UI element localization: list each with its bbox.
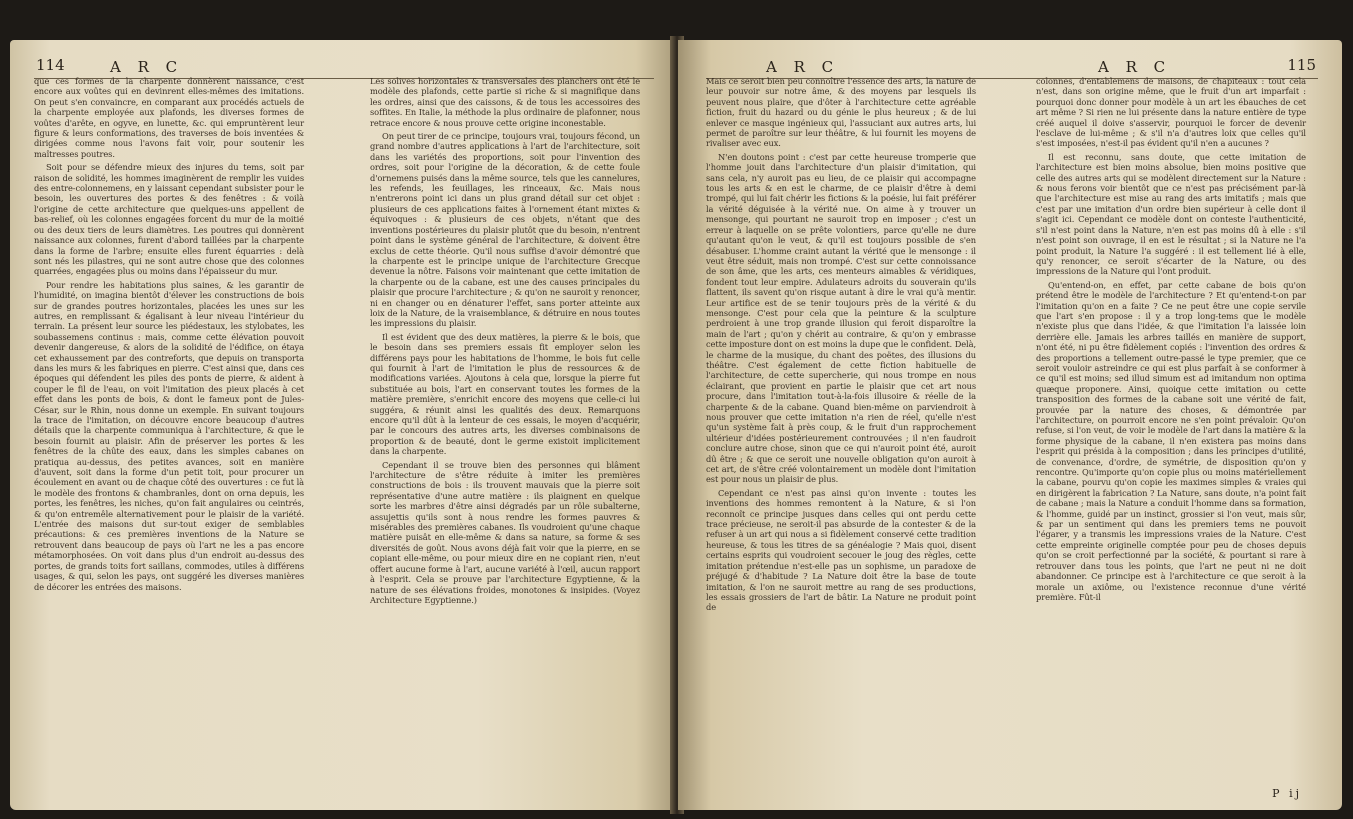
paragraph: que ces formes de la charpente donnèrent naissance, c'est encore aux voûtes qui en devinrent elles-mêmes des imitations. On peut s'en convaincre, en comparant aux procédés actuels de la charpente employée aux plafonds, les diverses formes de voûtes d'arête, en ogyve, en lunette, &c. qui empruntèrent leur figure & leurs conformations, des traverses de bois inventées & dirigées comme nous l'avons fait voir, pour soutenir les maîtresses poutres. [34, 76, 304, 159]
paragraph: colonnes, d'entablemens de maisons, de chapiteaux : tout cela n'est, dans son origine même, que le fruit d'un art imparfait : pourquoi donc donner pour modèle à un art les ébauches de cet art même ? Si rien ne lui présente dans la nature entière de type créé auquel il doive s'asservir, pourquoi le forcer de devenir l'esclave de lui-même ; & s'il n'a d'autres loix que celles qu'il s'est imposées, n'est-il pas évident qu'il n'en a aucunes ? [1036, 76, 1306, 149]
paragraph: Cependant il se trouve bien des personnes qui blâment l'architecture de s'être réduite à imiter les premières constructions de bois : ils trouvent mauvais que la pierre soit représentative d'une autre matière : ils plaignent en quelque sorte les marbres d'être ainsi dégradés par un rôle subalterne, assujettis qu'ils sont à nous rendre les formes pauvres & misérables des premières cabanes. Ils voudroient qu'une chaque matière puisât en elle-même & dans sa nature, sa forme & ses diversités de goût. Nous avons déjà fait voir que la pierre, en se copiant elle-même, ou pour mieux dire en ne copiant rien, n'eut offert aucune forme à l'art, aucune variété à l'œil, aucun rapport à l'esprit. Cela se prouve par l'architecture Egyptienne, & la nature de ses élévations froides, monotones & insipides. (Voyez Architecture Egyptienne.) [370, 459, 640, 605]
paragraph: Pour rendre les habitations plus saines, & les garantir de l'humidité, on imagina bientôt d'élever les constructions de bois sur de grandes poutres horizontales, placées les unes sur les autres, en remplissant & égalisant à leur niveau l'intérieur du terrain. La présent leur source les piédestaux, les stylobates, les soubassemens continus : mais, comme cette élévation pouvoit devenir dangereuse, & alors de la solidité de l'édifice, on étaya cet exhaussement par des contreforts, que depuis on transporta dans les murs & les fabriques en pierre. C'est ainsi que, dans ces époques qui défendent les piles des ponts de pierre, & aident à couper le fil de l'eau, on voit l'imitation des pieux placés à cet effet dans les ponts de bois, & dont le fameux pont de Jules-César, sur le Rhin, nous donne un exemple. En suivant toujours la trace de l'imitation, on découvre encore beaucoup d'autres détails que la charpente communiqua à l'architecture, & que le besoin fournit au plaisir. Afin de préserver les portes & les fenêtres de la chûte des eaux, dans les simples cabanes on pratiqua au-dessus, des petites avances, soit en manière d'auvent, soit dans la forme d'un petit toit, pour procurer un écoulement en avant ou de chaque côté des ouvertures : ce fut là le modèle des frontons & chambranles, dont on orna depuis, les portes, les fenêtres, les niches, qu'on fait angulaires ou ceintrés, & qu'on entremêle alternativement pour le plaisir de la variété. L'entrée des maisons dut sur-tout exiger de semblables précautions: & ces premières inventions de la Nature se retrouvent dans beaucoup de pays où l'art ne les a pas encore métamorphosées. On voit dans plus d'un endroit au-dessus des portes, de grands toits fort saillans, commodes, utiles à différens usages, & qui, selon les pays, ont suggéré les diverses manières de décorer les entrées des maisons. [34, 279, 304, 592]
right-column-2 [1036, 76, 1306, 605]
paragraph: Qu'entend-on, en effet, par cette cabane de bois qu'on prétend être le modèle de l'architecture ? Et qu'entend-t-on par l'imitation qu'on en a faite ? Ce ne peut être une copie servile que l'art s'en propose : il y a trop long-tems que le modèle n'existe plus que dans l'idée, & que l'imitation l'a laissée loin derrière elle. Jamais les arbres taillés en manière de support, n'ont été, ni pu être fidèlement copiés : l'invention des ordres & des proportions a tellement outre-passé le type premier, que ce seroit vouloir astreindre ce qui est plus parfait à se conformer à ce qu'il est moins; sed illud simum est ad imitandum non optima quæque proponere. Ainsi, quoique cette imitation ou cette transposition des formes de la cabane soit une vérité de fait, prouvée par la nature des choses, & démontrée par l'architecture, on pourroit encore ne s'en point prévaloir. Qu'on refuse, si l'on veut, de voir le modèle de l'art dans la matière & la forme physique de la cabane, il n'en existera pas moins dans l'esprit qui présida à la composition ; dans les principes d'utilité, de convenance, d'ordre, de symétrie, de disposition qu'on y rencontre. Qu'importe qu'on copie plus ou moins matériellement la cabane, pourvu qu'on copie les maximes simples & vraies qui en dirigèrent la fabrication ? La Nature, sans doute, n'a point fait de cabane ; mais la Nature a conduit l'homme dans sa formation, & l'homme, guidé par un instinct, grossier si l'on veut, mais sûr, & par un sentiment qui dans les premiers tems ne pouvoit l'égarer, y a transmis les impressions vraies de la Nature. C'est cette empreinte originelle comptée pour peu de choses depuis qu'on se croit perfectionné par la société, & pourtant si rare à retrouver dans tous les points, que l'art ne peut ni ne doit abandonner. Ce principe est à l'architecture ce que seroit à la morale un axiôme, ou l'existence reconnue d'une vérité première. Fût-il [1036, 279, 1306, 602]
paragraph: Il est évident que des deux matières, la pierre & le bois, que le besoin dans ses premiers essais fit employer selon les différens pays pour les habitations de l'homme, le bois fut celle qui fournit à l'art de l'imitation le plus de ressources & de modifications variées. Ajoutons à cela que, lorsque la pierre fut substituée au bois, l'art en conservant toutes les formes de la matière première, s'enrichit encore des moyens que celle-ci lui suggéra, & réunit ainsi les qualités des deux. Remarquons encore qu'il dût à la lenteur de ces essais, le moyen d'acquérir, par le concours des autres arts, les diverses combinaisons de proportion & de beauté, dont le germe existoit implicitement dans la charpente. [370, 331, 640, 457]
right-page-number: 115 [1287, 56, 1316, 74]
paragraph: On peut tirer de ce principe, toujours vrai, toujours fécond, un grand nombre d'autres applications à l'art de l'architecture, soit dans les variétés des proportions, soit pour l'invention des ordres, soit pour l'origine de la décoration, & de cette foule d'ornemens puisés dans la même source, tels que les cannelures, les refends, les feuillages, les rinceaux, &c. Mais nous n'entrerons point ici dans un plus grand détail sur cet objet : plusieurs de ces applications faites à l'ornement étant mixtes & équivoques : & plusieurs de ces objets, n'étant que des inventions postérieures du plaisir plutôt que du besoin, n'entrent point dans le système général de l'architecture, & doivent être exclus de cette théorie. Qu'il nous suffise d'avoir démontré que la charpente est le principe unique de l'architecture Grecque devenue la nôtre. Faisons voir maintenant que cette imitation de la charpente ou de la cabane, est une des causes principales du plaisir que procure l'architecture ; & qu'on ne sauroit y renoncer, ni en changer ou en dénaturer l'effet, sans porter atteinte aux loix de la Nature, de la vraisemblance, & détruire en nous toutes les impressions du plaisir. [370, 131, 640, 329]
right-column-1 [706, 76, 976, 616]
paragraph: Cependant ce n'est pas ainsi qu'on invente : toutes les inventions des hommes remontent à la Nature, & si l'on reconnoît ce principe jusques dans celles qui ont perdu cette trace précieuse, ne seroit-il pas absurde de la contester & de la refuser à un art qui nous a si fidèlement conservé cette tradition heureuse, & tous les titres de sa généalogie ? Mais quoi, disent certains esprits qui voudroient secouer le joug des règles, cette imitation prétendue n'est-elle pas un sophisme, un paradoxe de préjugé & d'habitude ? La Nature doit être la base de toute imitation, & l'on ne sauroit mettre au rang de ses productions, les essais grossiers de l'art de bâtir. La Nature ne produit point de [706, 487, 976, 613]
right-running-head-right: A R C [1098, 58, 1172, 76]
left-page-number: 114 [36, 56, 65, 74]
paragraph: N'en doutons point : c'est par cette heureuse tromperie que l'homme jouit dans l'architecture d'un plaisir d'imitation, qui sans cela, n'y auroit pas eu lieu, de ce plaisir qui accompagne tous les arts & en est le charme, de ce plaisir d'être à demi trompé, qui lui fait chérir les fictions & la poésie, lui fait préférer la vérité déguisée à la vérité nue. On aime à y trouver un mensonge, qui pourtant ne sauroit trop en imposer ; c'est un erreur à laquelle on se prête volontiers, parce qu'elle ne dure qu'autant qu'on le veut, & qu'il est toujours possible de s'en désabuser. L'homme craint autant la vérité que le mensonge : il veut être séduit, mais non trompé. C'est sur cette connoissance de son âme, que les arts, ces menteurs aimables & véridiques, fondent tout leur empire. Adulateurs adroits du souverain qu'ils flattent, ils savent qu'on risque autant à dire le vrai qu'à mentir. Leur artifice est de se tenir toujours près de la vérité & du mensonge. C'est pour cela que la peinture & la sculpture perdroient à une trop grande illusion qui feroit disparoître la main de l'art ; qu'on y chérit au contraire, & qu'on y embrasse cette imposture dont on est moins la dupe que le confident. Delà, le charme de la musique, du chant des poëtes, des illusions du théâtre. C'est également de cette fiction habituelle de l'architecture, de cette supercherie, qui nous trompe en nous éclairant, que provient en partie le plaisir que cet art nous procure, dans l'imitation tout-à-la-fois illusoire & réelle de la charpente & de la cabane. Quand bien-même on parviendroit à nous prouver que cette imitation n'a rien de réel, qu'elle n'est qu'un système fait à près coup, & le fruit d'un rapprochement ultérieur d'idées postérieurement controuvées ; il n'en faudroit conclure autre chose, sinon que ce qui n'auroit point été, auroit dû être ; & que ce seroit une nouvelle obligation qu'on auroit à cet art, de s'être créé volontairement un modèle dont l'imitation est pour nous un plaisir de plus. [706, 151, 976, 485]
right-page [678, 40, 1342, 810]
paragraph: Les solives horizontales & transversales des planchers ont été le modèle des plafonds, cette partie si riche & si magnifique dans les ordres, ainsi que des caissons, & de tous les accessoires des soffites. En Italie, la méthode la plus ordinaire de plafonner, nous retrace encore & nous prouve cette origine inconestable. [370, 76, 640, 128]
right-running-head-left: A R C [766, 58, 840, 76]
left-column-2 [370, 76, 640, 608]
paragraph: Mais ce seroit bien peu connoître l'essence des arts, la nature de leur pouvoir sur notre âme, & des moyens par lesquels ils peuvent nous plaire, que d'ôter à l'architecture cette agréable fiction, fruit du hazard ou du génie le plus heureux ; & de lui enlever ce masque ingénieux qui, l'assuciant aux autres arts, lui permet de paroître sur leur théâtre, & lui fournit les moyens de rivaliser avec eux. [706, 76, 976, 149]
signature-mark: P ij [1272, 787, 1302, 800]
paragraph: Il est reconnu, sans doute, que cette imitation de l'architecture est bien moins absolue, bien moins positive que celle des autres arts qui se modèlent directement sur la Nature : & nous ferons voir bientôt que ce n'est pas précisément par-là que l'architecture est mise au rang des arts imitatifs ; mais que c'est par une imitation d'un ordre bien supérieur à celle dont il s'agit ici. Cependant ce modèle dont on conteste l'authenticité, s'il n'est point dans la Nature, n'en est pas moins dû à elle : s'il n'est point son ouvrage, il en est le résultat ; si la Nature ne l'a point produit, la Nature l'a suggéré : il est tellement lié à elle, qu'y renoncer, ce seroit s'écarter de la Nature, ou des impressions de la Nature qui l'ont produit. [1036, 151, 1306, 277]
left-column-1 [34, 76, 304, 595]
paragraph: Soit pour se défendre mieux des injures du tems, soit par raison de solidité, les hommes imaginèrent de remplir les vuides des entre-colonnemens, en y laissant cependant subsister pour le besoin, les ouvertures des portes & des fenêtres : & voilà l'origine de cette architecture que quelques-uns appellent de bas-relief, où les colonnes engagées forcent du mur de la moitié ou des deux tiers de leurs diamètres. Les poutres qui donnèrent naissance aux colonnes, furent d'abord taillées par la charpente dans la forme de l'arbre; ensuite elles furent équarries : delà sont nés les pilastres, qui ne sont autre chose que des colonnes quarrées, engagées plus ou moins dans l'épaisseur du mur. [34, 162, 304, 277]
left-running-head: A R C [110, 58, 184, 76]
left-page [10, 40, 676, 810]
